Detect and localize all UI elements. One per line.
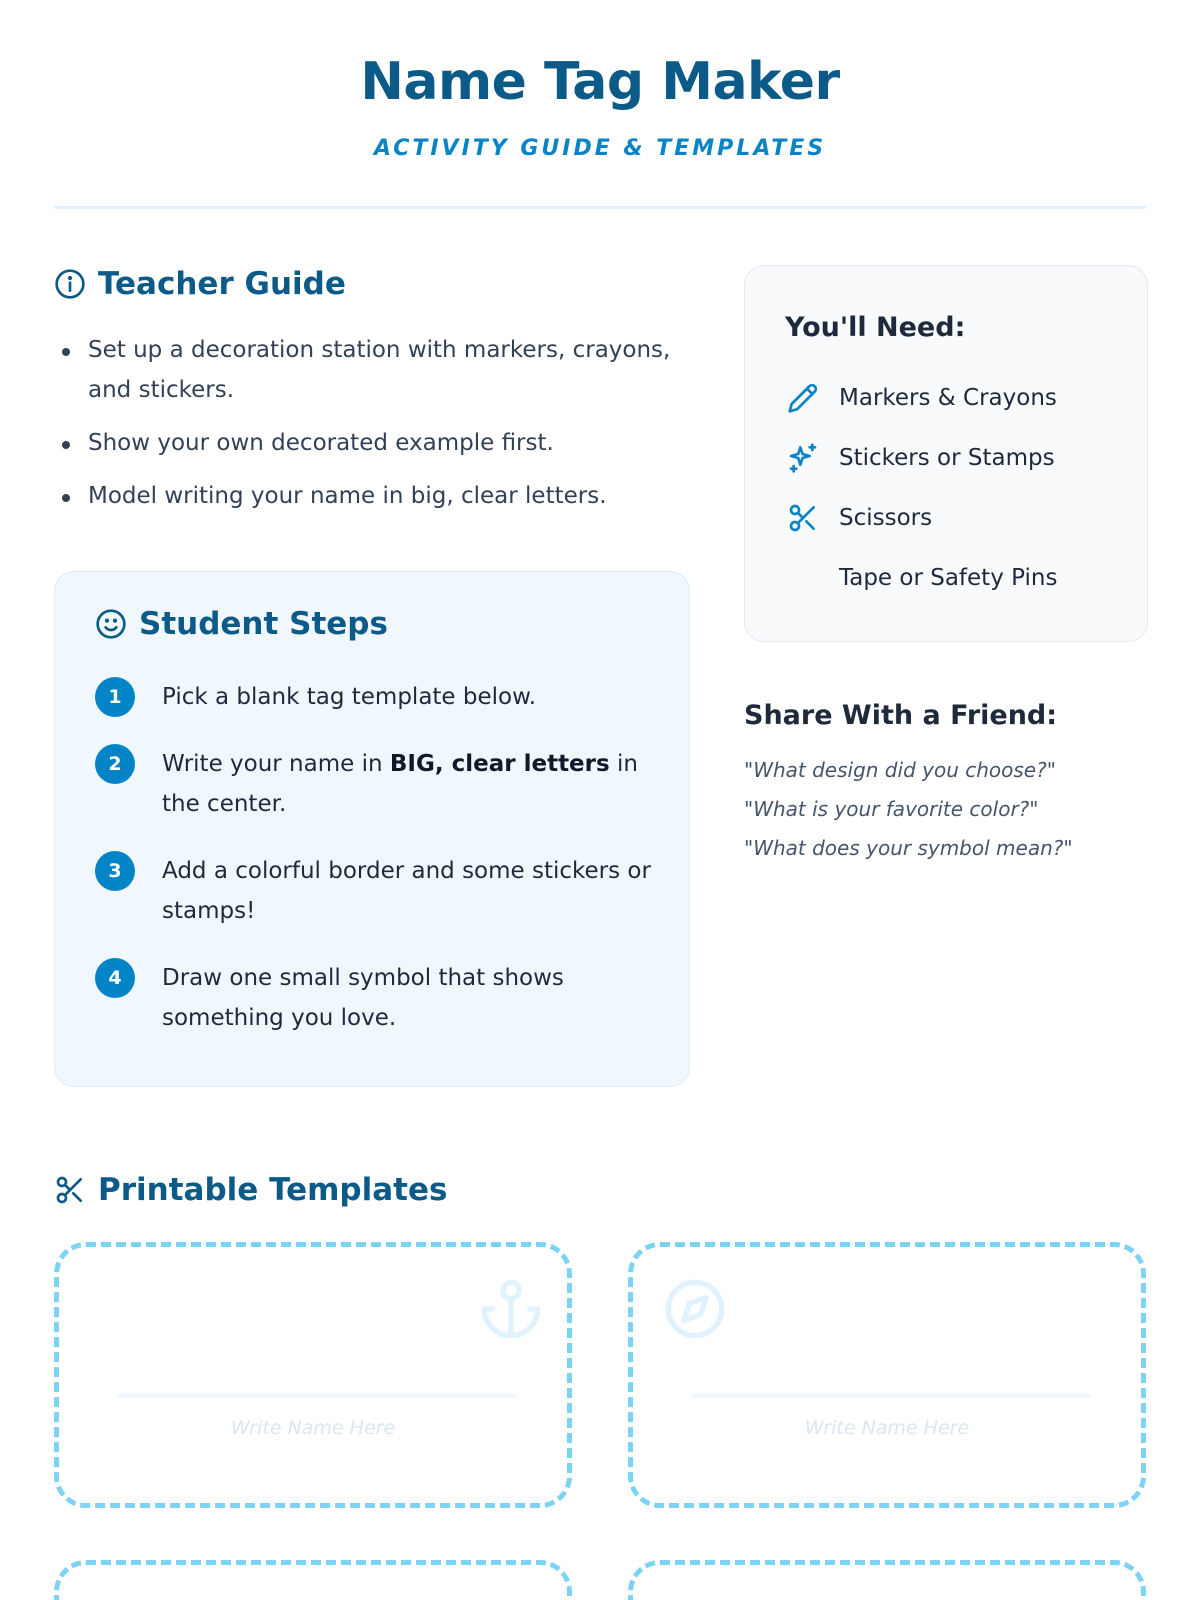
step-text: Pick a blank tag template below. <box>162 684 537 710</box>
name-placeholder: Write Name Here <box>804 1417 970 1439</box>
teacher-guide-list <box>58 330 698 529</box>
templates-heading <box>52 1172 447 1208</box>
step-emphasis: BIG, clear letters <box>389 751 610 777</box>
supplies-card <box>744 265 1148 642</box>
blank-icon <box>785 560 821 596</box>
share-question: "What design did you choose?" <box>744 758 1056 782</box>
list-item: Model writing your name in big, clear letters. <box>58 476 698 516</box>
share-question: "What is your favorite color?" <box>744 797 1039 821</box>
step-number: 4 <box>95 958 135 998</box>
step-item <box>95 677 655 717</box>
supplies-title: You'll Need: <box>785 312 966 343</box>
supply-label: Tape or Safety Pins <box>839 565 1058 591</box>
share-title: Share With a Friend: <box>744 700 1058 731</box>
list-item: Set up a decoration station with markers, crayons, and stickers. <box>58 330 698 410</box>
page-subtitle: ACTIVITY GUIDE & TEMPLATES <box>373 136 827 161</box>
name-placeholder: Write Name Here <box>230 1417 396 1439</box>
step-text: Draw one small symbol that shows something you love. <box>162 965 564 1031</box>
supply-label: Scissors <box>839 505 933 531</box>
page-title: Name Tag Maker <box>360 52 840 112</box>
smiley-icon <box>93 606 129 642</box>
step-item <box>95 851 655 931</box>
sparkles-icon <box>785 440 821 476</box>
pencil-icon <box>785 380 821 416</box>
step-number: 1 <box>95 677 135 717</box>
teacher-guide-title: Teacher Guide <box>98 266 346 302</box>
name-line <box>691 1393 1091 1398</box>
supply-item <box>785 440 1055 476</box>
header-divider <box>54 206 1146 209</box>
student-steps-heading <box>93 606 388 642</box>
templates-title: Printable Templates <box>98 1172 448 1208</box>
name-tag-template[interactable] <box>54 1560 572 1600</box>
info-icon <box>52 266 88 302</box>
name-tag-template[interactable] <box>628 1242 1146 1508</box>
student-steps-card <box>54 571 690 1087</box>
step-text: Write your name in BIG, clear letters in the center. <box>162 751 638 817</box>
name-tag-template[interactable] <box>628 1560 1146 1600</box>
scissors-icon <box>52 1172 88 1208</box>
supply-item <box>785 500 932 536</box>
supply-item <box>785 560 1057 596</box>
step-item <box>95 958 655 1038</box>
student-steps-title: Student Steps <box>139 606 388 642</box>
step-number: 2 <box>95 744 135 784</box>
share-question: "What does your symbol mean?" <box>744 836 1073 860</box>
name-tag-template[interactable] <box>54 1242 572 1508</box>
list-item: Show your own decorated example first. <box>58 423 698 463</box>
compass-icon <box>663 1277 727 1345</box>
name-line <box>117 1393 517 1398</box>
supply-label: Markers & Crayons <box>839 385 1057 411</box>
step-number: 3 <box>95 851 135 891</box>
teacher-guide-heading <box>52 266 346 302</box>
step-text: Add a colorful border and some stickers or stamps! <box>162 858 651 924</box>
anchor-icon <box>479 1277 543 1345</box>
supply-item <box>785 380 1057 416</box>
supply-label: Stickers or Stamps <box>839 445 1055 471</box>
scissors-icon <box>785 500 821 536</box>
step-item <box>95 744 655 824</box>
